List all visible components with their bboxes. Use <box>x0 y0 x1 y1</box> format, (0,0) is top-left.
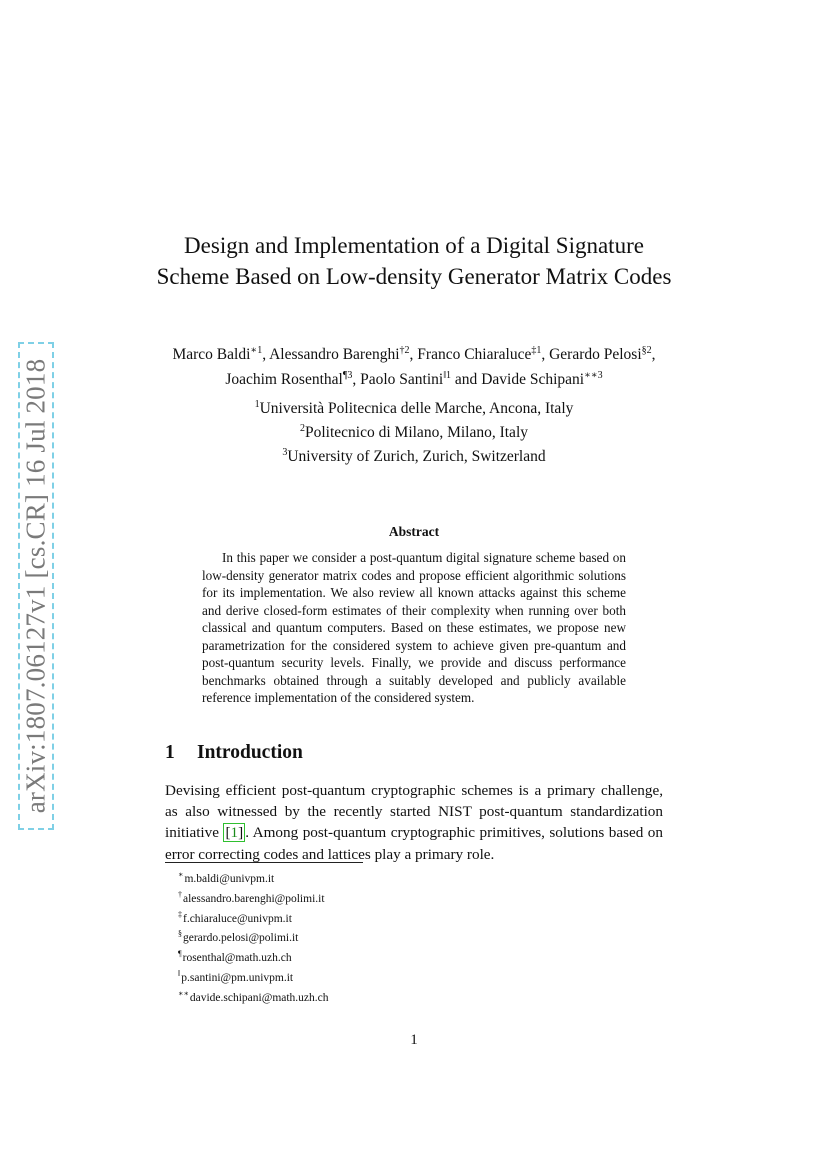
footnote-email: f.chiaraluce@univpm.it <box>183 912 292 925</box>
affiliation-list <box>152 395 676 467</box>
footnote-mark: ‡ <box>178 909 182 919</box>
author-separator: , <box>262 346 270 364</box>
affiliation-text: Politecnico di Milano, Milano, Italy <box>305 424 528 442</box>
author-mark: ‖1 <box>443 370 452 382</box>
author-mark: ∗∗3 <box>584 370 603 382</box>
citation-number: 1 <box>230 824 239 842</box>
affiliation-mark: 1 <box>254 399 260 410</box>
author-name: Davide Schipani <box>481 371 585 389</box>
footnote-email: rosenthal@math.uzh.ch <box>182 952 292 965</box>
section-heading <box>165 742 303 764</box>
footnote-mark: ¶ <box>178 949 182 959</box>
arxiv-id-text: arXiv:1807.06127v1 [cs.CR] 16 Jul 2018 <box>20 358 51 814</box>
affiliation-line <box>152 443 676 467</box>
author-name: Gerardo Pelosi <box>549 346 642 364</box>
citation-close: ] <box>238 824 244 842</box>
author-mark: ‡1 <box>531 345 542 356</box>
author-separator: , <box>541 346 550 364</box>
affiliation-mark: 2 <box>300 423 305 435</box>
footnote-mark: ‖ <box>178 969 181 979</box>
affiliation-mark: 3 <box>282 447 288 459</box>
footnote-rule <box>165 862 363 863</box>
arxiv-sidebar-stamp[interactable] <box>18 342 54 830</box>
footnote-item <box>178 986 329 1006</box>
paper-title: Design and Implementation of a Digital Signature Scheme Based on Low-density Generator Matrix Codes <box>156 233 672 289</box>
author-separator: , <box>409 346 418 364</box>
intro-paragraph <box>165 780 663 865</box>
affiliation-text: University of Zurich, Zurich, Switzerland <box>287 448 546 466</box>
footnote-mark: § <box>178 929 182 939</box>
citation-link[interactable] <box>223 823 245 842</box>
footnote-item <box>178 887 329 907</box>
abstract-heading: Abstract <box>388 524 440 539</box>
footnote-email: m.baldi@univpm.it <box>184 872 275 885</box>
author-name: Joachim Rosenthal <box>225 371 343 389</box>
footnote-item <box>178 926 329 946</box>
footnote-item <box>178 946 329 966</box>
footnote-item <box>178 966 329 986</box>
author-separator: , <box>352 371 361 389</box>
footnote-list <box>178 867 329 1006</box>
footnote-email: p.santini@pm.univpm.it <box>181 971 294 984</box>
section-number: 1 <box>165 742 175 763</box>
author-name: Marco Baldi <box>172 346 251 364</box>
affiliation-text: Università Politecnica delle Marche, Ancona, Italy <box>259 400 574 418</box>
footnote-mark: † <box>178 889 182 899</box>
author-name: Alessandro Barenghi <box>269 346 400 364</box>
abstract-text: In this paper we consider a post-quantum digital signature scheme based on low-density generator matrix codes and propose efficient algorithmic solutions for its implementation. We also review all known attacks against this scheme and derive closed-form estimates of their complexity when running over both classical and quantum computers. Based on these estimates, we propose new parametrization for the considered system to achieve given pre-quantum and post-quantum security levels. Finally, we provide and discuss performance benchmarks obtained through a suitably developed and publicly available reference implementation of the considered system. <box>202 550 626 705</box>
author-mark: †2 <box>399 345 410 356</box>
citation-open: [ <box>225 824 231 842</box>
abstract-body <box>202 549 626 707</box>
intro-text-after: . Among post-quantum cryptographic primitives, solutions based on error correcting codes and lattices play a primary role. <box>165 824 663 863</box>
footnote-mark: ∗ <box>178 870 184 879</box>
affiliation-line <box>152 419 676 443</box>
footnote-mark: ∗∗ <box>178 988 189 998</box>
author-name: Franco Chiaraluce <box>417 346 532 364</box>
footnote-item <box>178 867 329 887</box>
author-name: Paolo Santini <box>360 371 444 389</box>
affiliation-line <box>152 395 676 419</box>
footnote-item <box>178 907 329 927</box>
author-mark: §2 <box>641 345 652 356</box>
footnote-email: alessandro.barenghi@polimi.it <box>183 892 325 905</box>
author-separator: and <box>451 371 482 389</box>
intro-text-before: Devising efficient post-quantum cryptographic schemes is a primary challenge, as also witnessed by the recently started NIST post-quantum standardization initiative <box>165 782 663 842</box>
author-list <box>152 340 676 390</box>
author-mark: ¶3 <box>342 370 353 382</box>
author-separator: , <box>651 346 656 364</box>
section-title: Introduction <box>197 742 303 763</box>
page-number: 1 <box>410 1032 418 1048</box>
footnote-email: gerardo.pelosi@polimi.it <box>183 932 299 945</box>
author-mark: ∗1 <box>250 345 263 356</box>
footnote-email: davide.schipani@math.uzh.ch <box>189 991 329 1004</box>
